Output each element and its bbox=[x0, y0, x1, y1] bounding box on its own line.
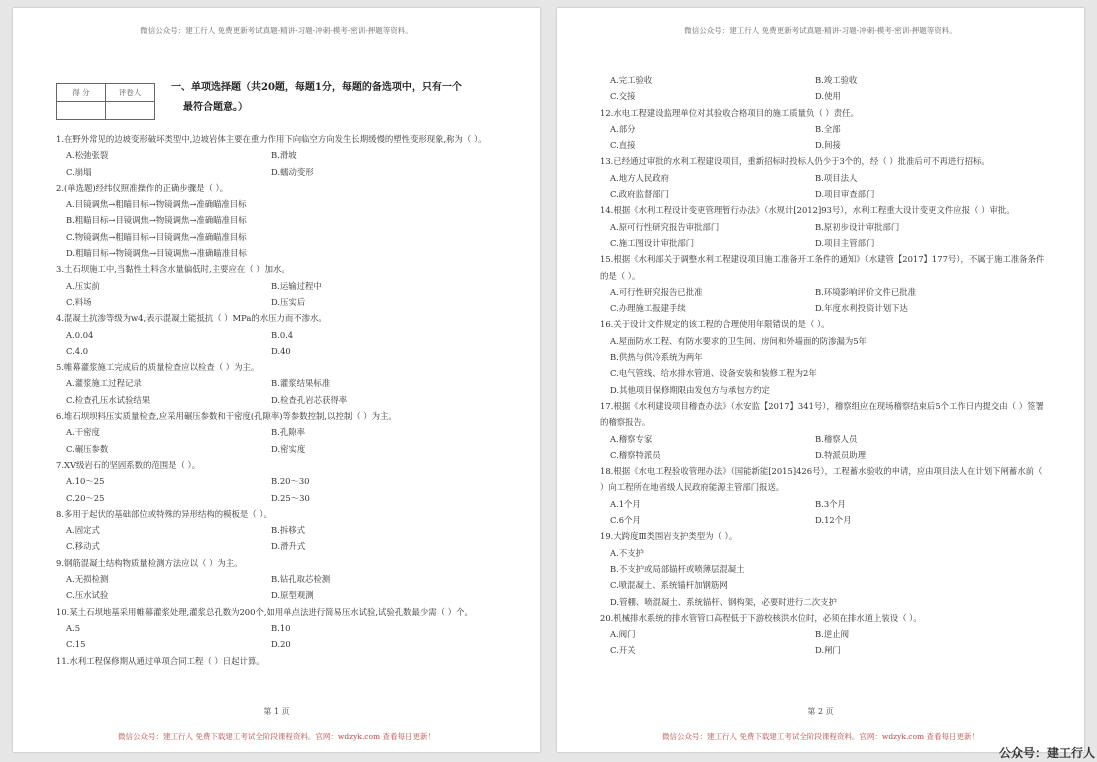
question-text: 17.根据《水利建设项目稽查办法》（水安监【2017】341号），稽察组应在现场稽察结束后5个工作日内提交由（ ）签署的稽察报告。 bbox=[600, 400, 1044, 428]
question-item bbox=[600, 610, 1045, 659]
question-text: 5.帷幕灌浆施工完成后的质量检查应以检查（ ）为主。 bbox=[56, 362, 260, 373]
answer-option[interactable]: D.项目主管部门 bbox=[815, 237, 875, 248]
question-text: 10.某土石坝地基采用帷幕灌浆处理,灌浆总孔数为200个,如用单点法进行简易压水试验,试验孔数最少需（ ）个。 bbox=[56, 606, 473, 617]
answer-option[interactable]: A.阀门 bbox=[610, 629, 636, 640]
answer-option[interactable]: A.原可行性研究报告审批部门 bbox=[610, 221, 720, 232]
question-text: 18.根据《水电工程验收管理办法》（国能新能[2015]426号），工程蓄水验收的申请，应由项目法人在计划下闸蓄水前（ ）向工程所在地省级人民政府能源主管部门报送。 bbox=[600, 466, 1043, 493]
watermark: 公众号：建工行人 bbox=[998, 746, 1095, 760]
page-footer: 微信公众号：建工行人 免费下载建工考试全阶段课程资料。官网：wdzyk.com 查看每日更新！ bbox=[118, 732, 435, 741]
answer-option[interactable]: D.其他项目保修期限由发包方与承包方约定 bbox=[610, 384, 770, 395]
question-text: 11.水利工程保修期从通过单项合同工程（ ）日起计算。 bbox=[56, 655, 265, 666]
answer-option[interactable]: C.直接 bbox=[610, 140, 636, 151]
option-list bbox=[56, 424, 501, 457]
question-text: 19.大跨度Ⅲ类围岩支护类型为（ ）。 bbox=[600, 531, 738, 542]
option-list bbox=[56, 571, 501, 604]
question-text: 3.土石坝施工中,当黏性土料含水量偏低时,主要应在（ ）加水。 bbox=[56, 264, 290, 275]
score-cell[interactable] bbox=[57, 102, 106, 120]
answer-option[interactable]: A.部分 bbox=[610, 123, 636, 134]
option-list bbox=[56, 522, 501, 555]
answer-option[interactable]: C.6个月 bbox=[610, 515, 641, 526]
answer-option[interactable]: A.松弛张裂 bbox=[66, 150, 109, 161]
page-number: 第 1 页 bbox=[263, 707, 290, 716]
answer-option[interactable]: B.10 bbox=[271, 622, 291, 633]
answer-option[interactable]: D.40 bbox=[271, 345, 291, 356]
question-text: 15.根据《水利部关于调整水利工程建设项目施工准备开工条件的通知》（水建管【2017】177号），不属于施工准备条件的是（ ）。 bbox=[600, 254, 1045, 281]
answer-option[interactable]: C.物镜调焦→粗瞄目标→目镜调焦→准确瞄准目标 bbox=[66, 231, 247, 242]
answer-option[interactable]: C.4.0 bbox=[66, 345, 89, 356]
answer-option[interactable]: D.25～30 bbox=[271, 492, 310, 503]
question-item bbox=[600, 398, 1045, 463]
answer-option[interactable]: B.稽察人员 bbox=[815, 433, 858, 444]
answer-option[interactable]: A.0.04 bbox=[66, 329, 94, 340]
answer-option[interactable]: B.运输过程中 bbox=[271, 280, 322, 291]
answer-option[interactable]: B.钻孔取芯检测 bbox=[271, 574, 331, 585]
question-text: 20.机械排水系统的排水管管口高程低于下游校核洪水位时，必须在排水道上装设（ ）。 bbox=[600, 612, 922, 623]
continued-options bbox=[600, 72, 1045, 105]
answer-option[interactable]: C.开关 bbox=[610, 645, 636, 656]
answer-option[interactable]: D.12个月 bbox=[815, 515, 852, 526]
question-text: 4.混凝土抗渗等级为w4,表示混凝土能抵抗（ ）MPa的水压力而不渗水。 bbox=[56, 313, 327, 324]
answer-option[interactable]: D.原型观测 bbox=[271, 590, 314, 601]
answer-option[interactable]: B.20～30 bbox=[271, 476, 310, 487]
option-list bbox=[600, 626, 1045, 659]
answer-option[interactable]: D.年度水利投资计划下达 bbox=[815, 303, 908, 314]
answer-option[interactable]: C.15 bbox=[66, 639, 86, 650]
option-list bbox=[600, 219, 1045, 252]
answer-option[interactable]: A.固定式 bbox=[66, 525, 100, 536]
option-list bbox=[600, 545, 1045, 610]
exam-page-1 bbox=[13, 8, 540, 752]
question-list bbox=[56, 131, 501, 669]
answer-option[interactable]: A.完工验收 bbox=[610, 75, 653, 85]
answer-option[interactable]: B.粗瞄目标→目镜调焦→物镜调焦→准确瞄准目标 bbox=[66, 215, 247, 226]
answer-option[interactable]: B.竣工验收 bbox=[815, 75, 858, 85]
answer-option[interactable]: C.稽察特派员 bbox=[610, 449, 661, 460]
question-text: 1.在野外常见的边坡变形破坏类型中,边坡岩体主要在重力作用下向临空方向发生长期缓慢的塑性变形现象,称为（ ）。 bbox=[56, 134, 487, 144]
option-list bbox=[600, 496, 1045, 529]
question-text: 2.(单选题)经纬仪照准操作的正确步骤是（ ）。 bbox=[56, 182, 229, 193]
answer-option[interactable]: A.目镜调焦→粗瞄目标→物镜调焦→准确瞄准目标 bbox=[66, 199, 247, 210]
option-list bbox=[56, 620, 501, 653]
answer-option[interactable]: B.原初步设计审批部门 bbox=[815, 221, 900, 232]
question-item bbox=[56, 359, 501, 408]
page-number: 第 2 页 bbox=[807, 707, 834, 716]
question-item bbox=[600, 316, 1045, 397]
answer-option[interactable]: A.稽察专家 bbox=[610, 433, 653, 444]
answer-option[interactable]: A.1个月 bbox=[610, 498, 641, 509]
answer-option[interactable]: C.喷混凝土、系统锚杆加钢筋网 bbox=[610, 580, 728, 591]
answer-option[interactable]: D.检查孔岩芯获得率 bbox=[271, 394, 348, 405]
answer-option[interactable]: A.无损检测 bbox=[66, 574, 109, 585]
question-item bbox=[56, 555, 501, 604]
answer-option[interactable]: B.全部 bbox=[815, 123, 841, 134]
option-list bbox=[600, 121, 1045, 154]
answer-option[interactable]: D.管棚、喷混凝土、系统锚杆、钢构架，必要时进行二次支护 bbox=[610, 596, 837, 607]
answer-option[interactable]: B.不支护或局部锚杆或喷薄层混凝土 bbox=[610, 563, 745, 574]
question-item bbox=[56, 131, 501, 180]
question-list bbox=[600, 72, 1045, 659]
answer-option[interactable]: C.压水试验 bbox=[66, 590, 109, 601]
answer-option[interactable]: D.20 bbox=[271, 639, 291, 650]
answer-option[interactable]: B.逆止阀 bbox=[815, 629, 849, 640]
option-list bbox=[56, 196, 501, 261]
answer-option[interactable]: A.可行性研究报告已批准 bbox=[610, 286, 703, 297]
option-list bbox=[56, 147, 501, 180]
answer-option[interactable]: C.移动式 bbox=[66, 541, 100, 552]
answer-option[interactable]: A.干密度 bbox=[66, 427, 100, 438]
option-list bbox=[56, 327, 501, 360]
answer-option[interactable]: C.政府监督部门 bbox=[610, 189, 670, 200]
answer-option[interactable]: D.压实后 bbox=[271, 296, 306, 307]
grader-cell[interactable] bbox=[106, 102, 155, 120]
question-text: 13.已经通过审批的水利工程建设项目，重新招标时投标人仍少于3个的，经（ ）批准后可不再进行招标。 bbox=[600, 156, 990, 167]
option-list bbox=[600, 431, 1045, 464]
question-item bbox=[600, 202, 1045, 251]
answer-option[interactable]: C.崩塌 bbox=[66, 166, 92, 177]
question-item bbox=[56, 261, 501, 310]
answer-option[interactable]: B.灌浆结果标准 bbox=[271, 378, 331, 389]
answer-option[interactable]: B.0.4 bbox=[271, 329, 294, 340]
answer-option[interactable]: D.粗瞄目标→物镜调焦→目镜调焦→准确瞄准目标 bbox=[66, 248, 247, 259]
question-text: 12.水电工程建设监理单位对其验收合格项目的施工质量负（ ）责任。 bbox=[600, 107, 859, 118]
option-list bbox=[600, 284, 1045, 317]
option-list bbox=[600, 333, 1045, 398]
answer-option[interactable]: B.环境影响评价文件已批准 bbox=[815, 286, 916, 297]
score-label: 得 分 bbox=[57, 84, 106, 102]
answer-option[interactable]: C.检查孔压水试验结果 bbox=[66, 394, 151, 405]
question-text: 9.钢筋混凝土结构物质量检测方法应以（ ）为主。 bbox=[56, 557, 243, 568]
answer-option[interactable]: D.蠕动变形 bbox=[271, 166, 314, 177]
answer-option[interactable]: C.施工图设计审批部门 bbox=[610, 237, 695, 248]
page-footer: 微信公众号：建工行人 免费下载建工考试全阶段课程资料。官网：wdzyk.com 查看每日更新！ bbox=[662, 732, 979, 741]
question-item bbox=[600, 105, 1045, 154]
answer-option[interactable]: C.20～25 bbox=[66, 492, 105, 503]
answer-option[interactable]: C.电气管线、给水排水管道、设备安装和装修工程为2年 bbox=[610, 368, 817, 379]
answer-option[interactable]: B.3个月 bbox=[815, 498, 846, 509]
answer-option[interactable]: C.料场 bbox=[66, 296, 92, 307]
question-item bbox=[56, 310, 501, 359]
question-text: 16.关于设计文件规定的该工程的合理使用年限错误的是（ ）。 bbox=[600, 319, 830, 330]
section-title: 一、单项选择题（共20题，每题1分，每题的备选项中，只有一个 最符合题意。） bbox=[171, 82, 462, 113]
question-item bbox=[56, 653, 501, 669]
answer-option[interactable]: A.10～25 bbox=[66, 476, 105, 487]
question-item bbox=[56, 180, 501, 261]
question-item bbox=[56, 457, 501, 506]
question-text: 6.堆石坝坝料压实质量检查,应采用碾压参数和干密度(孔隙率)等参数控制,以控制（ ）为主。 bbox=[56, 411, 397, 422]
question-text: 7.XV级岩石的坚固系数的范围是（ ）。 bbox=[56, 459, 201, 470]
exam-page-2 bbox=[557, 8, 1084, 752]
answer-option[interactable]: C.办理施工报建手续 bbox=[610, 303, 686, 314]
question-text: 14.根据《水利工程设计变更管理暂行办法》（水规计[2012]93号），水利工程重大设计变更文件应报（ ）审批。 bbox=[600, 205, 1015, 216]
option-list bbox=[56, 278, 501, 311]
grader-label: 评卷人 bbox=[106, 84, 155, 102]
question-text: 8.多用于起伏的基础部位或特殊的异形结构的模板是（ ）。 bbox=[56, 508, 272, 519]
question-item bbox=[56, 506, 501, 555]
question-item bbox=[56, 604, 501, 653]
answer-option[interactable]: B.孔隙率 bbox=[271, 427, 305, 438]
answer-option[interactable]: B.拆移式 bbox=[271, 525, 305, 536]
answer-option[interactable]: C.交接 bbox=[610, 91, 636, 102]
page-header: 微信公众号：建工行人 免费更新考试真题-精讲-习题-冲刺-模考-密训-押题等资料。 bbox=[684, 26, 957, 35]
answer-option[interactable]: A.5 bbox=[66, 622, 81, 633]
answer-option[interactable]: D.闸门 bbox=[815, 645, 841, 656]
option-list bbox=[600, 170, 1045, 203]
answer-option[interactable]: D.使用 bbox=[815, 91, 841, 102]
question-item bbox=[600, 153, 1045, 202]
answer-option[interactable]: A.屋面防水工程、有防水要求的卫生间、房间和外墙面的防渗漏为5年 bbox=[610, 335, 867, 346]
answer-option[interactable]: D.特派员助理 bbox=[815, 449, 866, 460]
option-list bbox=[56, 375, 501, 408]
answer-option[interactable]: B.项目法人 bbox=[815, 172, 858, 183]
answer-option[interactable]: D.滑升式 bbox=[271, 541, 306, 552]
option-list bbox=[56, 473, 501, 506]
answer-option[interactable]: A.灌浆施工过程记录 bbox=[66, 378, 142, 389]
answer-option[interactable]: D.密实度 bbox=[271, 443, 306, 454]
answer-option[interactable]: B.滑坡 bbox=[271, 150, 297, 161]
answer-option[interactable]: A.不支护 bbox=[610, 547, 644, 558]
answer-option[interactable]: B.供热与供冷系统为两年 bbox=[610, 352, 703, 363]
answer-option[interactable]: D.项目审查部门 bbox=[815, 189, 875, 200]
answer-option[interactable]: A.地方人民政府 bbox=[610, 172, 669, 183]
question-item bbox=[600, 251, 1045, 316]
answer-option[interactable]: A.压实前 bbox=[66, 280, 100, 291]
page-header: 微信公众号：建工行人 免费更新考试真题-精讲-习题-冲刺-模考-密训-押题等资料。 bbox=[140, 26, 413, 35]
question-item bbox=[56, 408, 501, 457]
answer-option[interactable]: D.间接 bbox=[815, 140, 841, 151]
question-item bbox=[600, 463, 1045, 528]
question-item bbox=[600, 528, 1045, 609]
answer-option[interactable]: C.碾压参数 bbox=[66, 443, 109, 454]
score-table bbox=[56, 83, 155, 120]
